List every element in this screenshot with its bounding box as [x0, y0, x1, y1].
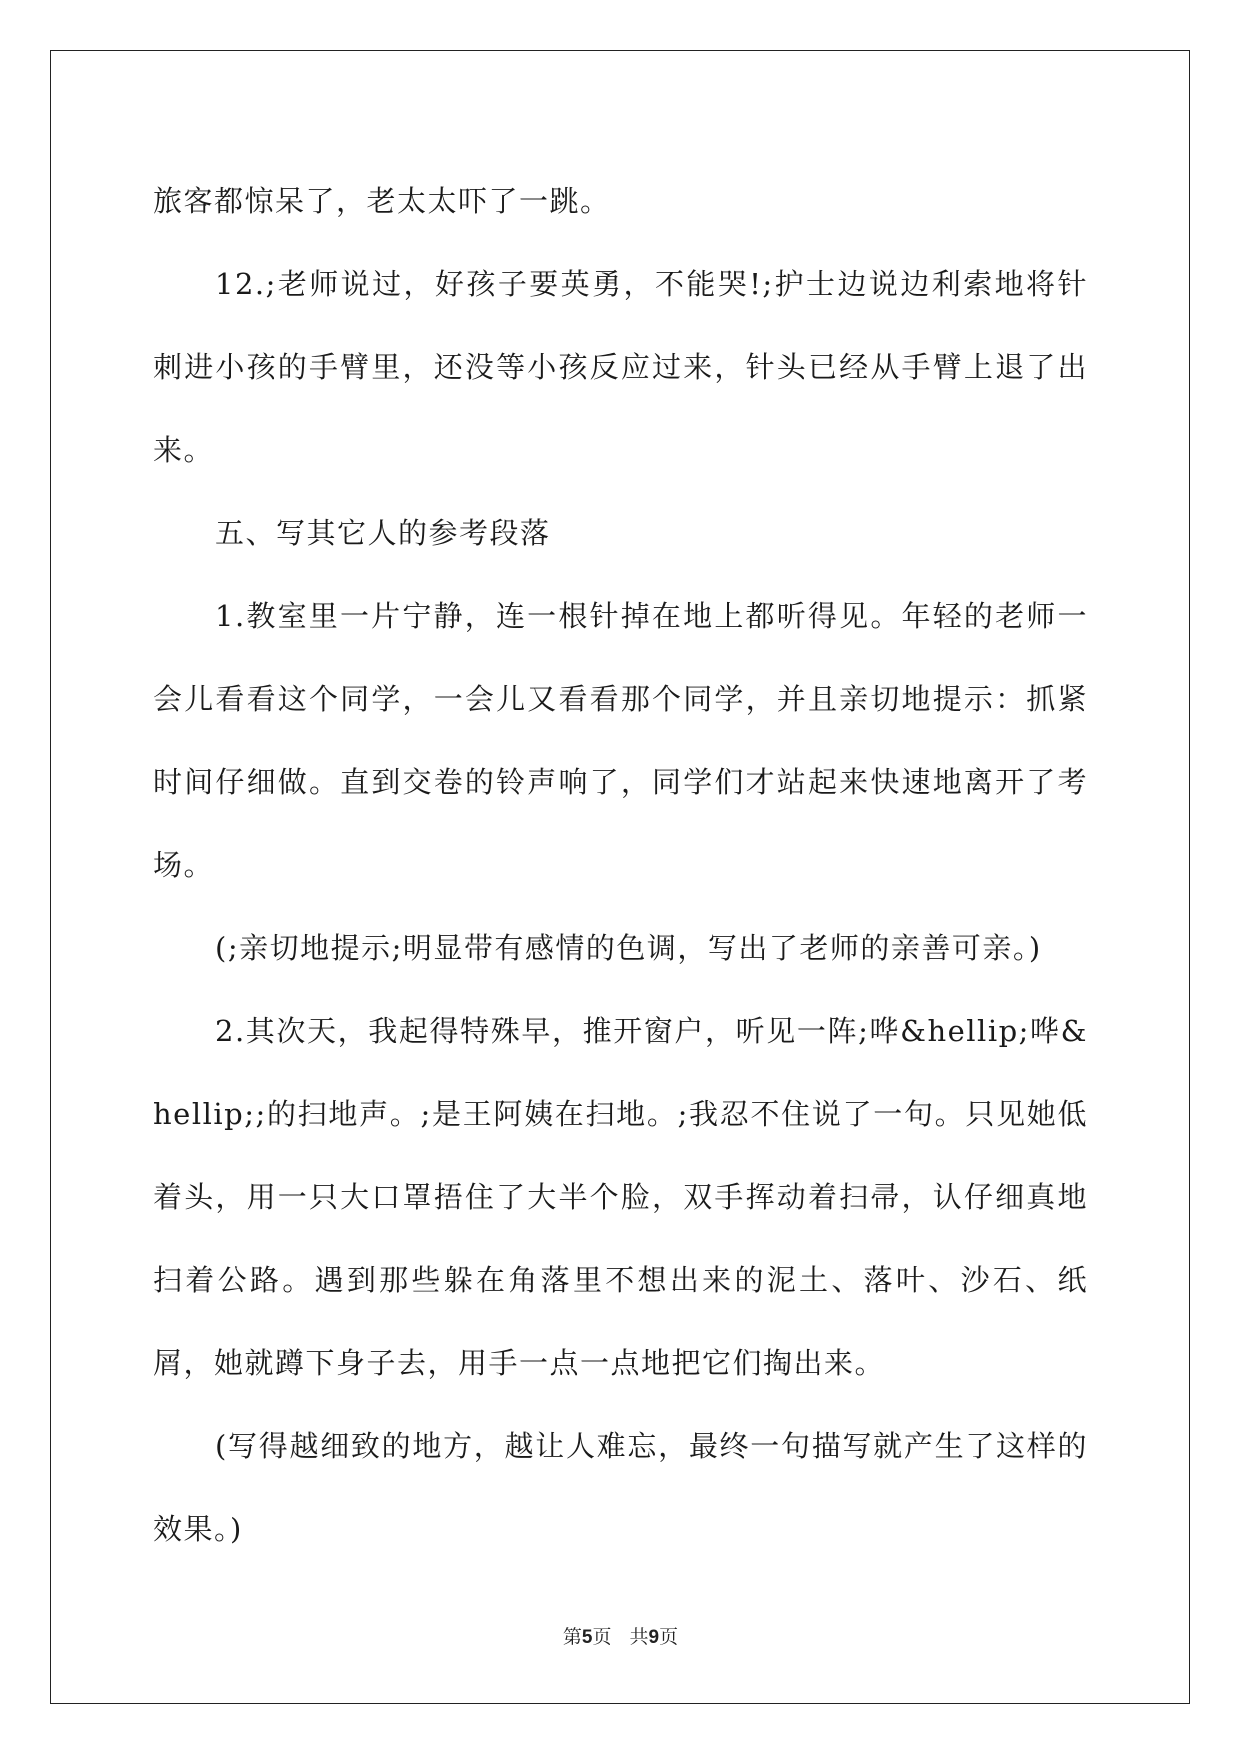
page-suffix: 页 [592, 1626, 612, 1648]
paragraph-item-2: 2.其次天，我起得特殊早，推开窗户，听见一阵;哗&hellip;哗&hellip;;的扫地声。;是王阿姨在扫地。;我忍不住说了一句。只见她低着头，用一只大口罩捂住了大半个脸，双手挥动着扫帚，认仔细真地扫着公路。遇到那些躲在角落里不想出来的泥土、落叶、沙石、纸屑，她就蹲下身子去，用手一点一点地把它们掏出来。 [153, 1014, 1088, 1380]
document-body [153, 160, 1088, 1571]
paragraph-continuation: 旅客都惊呆了，老太太吓了一跳。 [153, 184, 611, 218]
paragraph-comment-1: (;亲切地提示;明显带有感情的色调，写出了老师的亲善可亲。) [215, 931, 1042, 965]
total-suffix: 页 [659, 1626, 679, 1648]
paragraph-comment-2: (写得越细致的地方，越让人难忘，最终一句描写就产生了这样的效果。) [153, 1429, 1088, 1546]
section-heading: 五、写其它人的参考段落 [215, 516, 551, 550]
total-prefix: 共 [629, 1626, 649, 1648]
page-number: 5 [581, 1627, 593, 1648]
paragraph-item-1: 1.教室里一片宁静，连一根针掉在地上都听得见。年轻的老师一会儿看看这个同学，一会儿又看看那个同学，并且亲切地提示：抓紧时间仔细做。直到交卷的铃声响了，同学们才站起来快速地离开了考场。 [153, 599, 1088, 882]
page-prefix: 第 [562, 1626, 582, 1648]
total-pages: 9 [648, 1627, 660, 1648]
page-footer [0, 1622, 1241, 1649]
paragraph-item-12: 12.;老师说过，好孩子要英勇，不能哭!;护士边说边利索地将针刺进小孩的手臂里，还没等小孩反应过来，针头已经从手臂上退了出来。 [153, 267, 1088, 467]
